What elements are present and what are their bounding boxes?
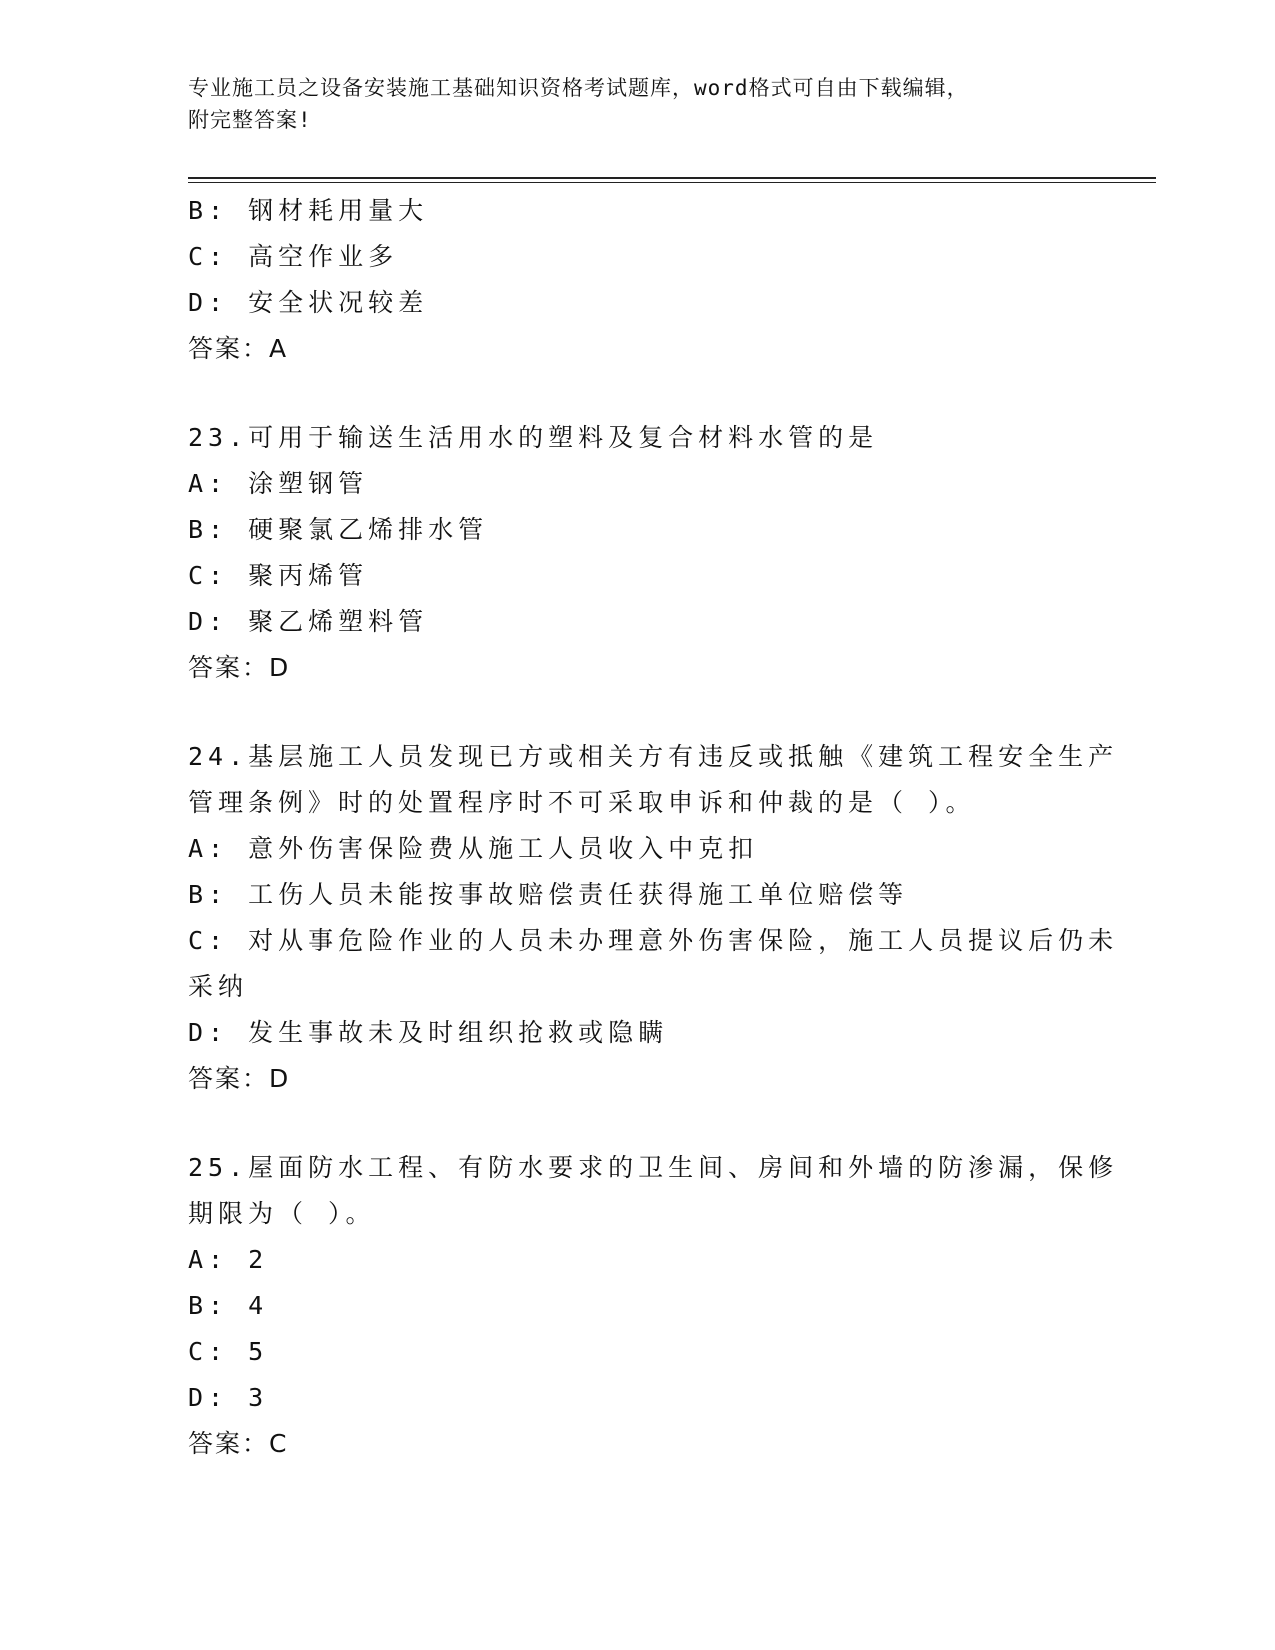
question-text: 25.屋面防水工程、有防水要求的卫生间、房间和外墙的防渗漏，保修: [188, 1153, 1119, 1182]
option-d: D: 安全状况较差: [188, 288, 429, 317]
question-23: [188, 415, 1088, 691]
spacer: [188, 372, 1088, 415]
answer-line: 答案：D: [188, 1064, 291, 1093]
question-25: [188, 1145, 1119, 1467]
header-line-2: 附完整答案!: [188, 108, 312, 132]
header-rule-thin: [188, 182, 1156, 183]
option-b: B: 工伤人员未能按事故赔偿责任获得施工单位赔偿等: [188, 880, 909, 909]
option-b: B: 4: [188, 1291, 269, 1320]
option-c: C: 对从事危险作业的人员未办理意外伤害保险，施工人员提议后仍未: [188, 926, 1119, 955]
spacer: [188, 691, 1088, 734]
option-c: C: 聚丙烯管: [188, 561, 369, 590]
header-line-1: 专业施工员之设备安装施工基础知识资格考试题库，word格式可自由下载编辑，: [188, 76, 969, 100]
answer-line: 答案：D: [188, 653, 291, 682]
header-rule-thick: [188, 177, 1156, 179]
question-text: 24.基层施工人员发现已方或相关方有违反或抵触《建筑工程安全生产: [188, 742, 1119, 771]
question-text-continued: 管理条例》时的处置程序时不可采取申诉和仲裁的是（ ）。: [188, 788, 976, 817]
option-b: B: 硬聚氯乙烯排水管: [188, 515, 489, 544]
option-a: A: 意外伤害保险费从施工人员收入中克扣: [188, 834, 759, 863]
question-24: [188, 734, 1119, 1102]
option-d: D: 3: [188, 1383, 269, 1412]
option-c-continued: 采纳: [188, 972, 249, 1001]
question-22-continued: [188, 188, 1088, 372]
answer-line: 答案：C: [188, 1429, 289, 1458]
option-d: D: 聚乙烯塑料管: [188, 607, 429, 636]
question-list: [188, 188, 1119, 1467]
question-text: 23.可用于输送生活用水的塑料及复合材料水管的是: [188, 423, 879, 452]
option-d: D: 发生事故未及时组织抢救或隐瞒: [188, 1018, 669, 1047]
option-a: A: 2: [188, 1245, 269, 1274]
option-c: C: 5: [188, 1337, 269, 1366]
option-c: C: 高空作业多: [188, 242, 399, 271]
option-b: B: 钢材耗用量大: [188, 196, 429, 225]
spacer: [188, 1102, 1088, 1145]
option-a: A: 涂塑钢管: [188, 469, 369, 498]
document-header: [188, 72, 1088, 136]
answer-line: 答案：A: [188, 334, 289, 363]
question-text-continued: 期限为（ ）。: [188, 1199, 376, 1228]
